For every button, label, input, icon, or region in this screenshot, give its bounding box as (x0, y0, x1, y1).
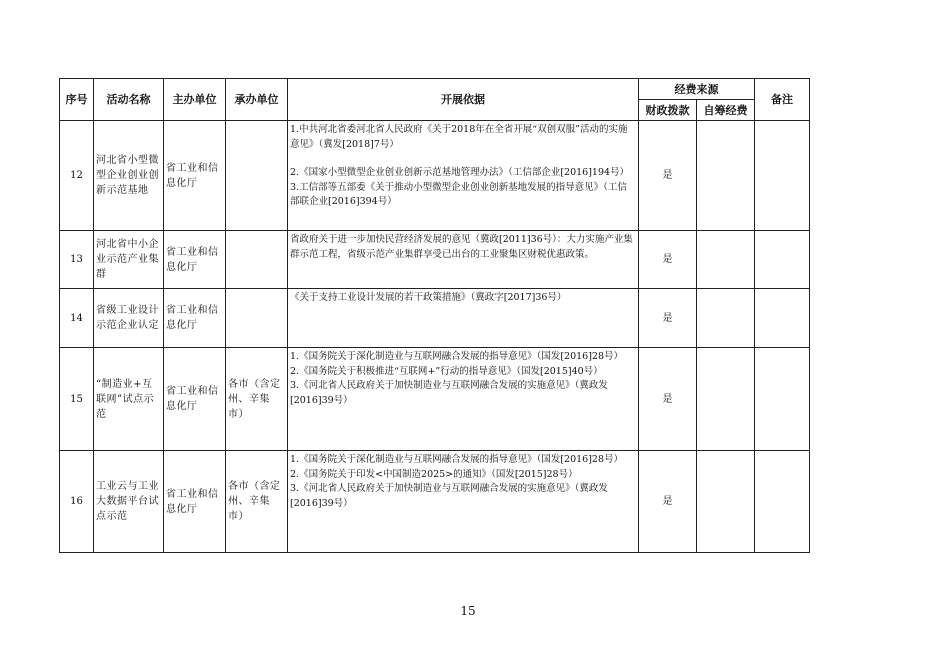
row-seq: 14 (60, 289, 94, 348)
header-seq: 序号 (60, 79, 94, 121)
row-seq: 13 (60, 231, 94, 289)
row-self-raised (697, 231, 755, 289)
row-organizer: 各市（含定州、辛集市） (226, 348, 288, 451)
table-row (60, 451, 810, 553)
row-basis (288, 289, 639, 348)
row-remarks (755, 451, 810, 553)
row-fiscal: 是 (639, 451, 697, 553)
basis-line: 1.《国务院关于深化制造业与互联网融合发展的指导意见》（国发[2016]28号） (290, 454, 623, 465)
row-seq: 12 (60, 121, 94, 231)
basis-line: 《关于支持工业设计发展的若干政策措施》（冀政字[2017]36号） (290, 292, 567, 303)
basis-line: 3.工信部等五部委《关于推动小型微型企业创业创新基地发展的指导意见》（工信部联企业[2016]394号） (290, 181, 627, 208)
row-organizer (226, 289, 288, 348)
table-row (60, 231, 810, 289)
row-fiscal: 是 (639, 348, 697, 451)
row-self-raised (697, 348, 755, 451)
row-fiscal: 是 (639, 121, 697, 231)
row-remarks (755, 289, 810, 348)
row-organizer: 各市（含定州、辛集市） (226, 451, 288, 553)
header-funding: 经费来源 (639, 79, 755, 100)
header-self-raised: 自筹经费 (697, 100, 755, 121)
table-body (60, 121, 810, 553)
basis-line: 2.《国务院关于印发<中国制造2025>的通知》（国发[2015]28号） (290, 468, 578, 480)
header-organizer: 承办单位 (226, 79, 288, 121)
row-seq: 15 (60, 348, 94, 451)
row-seq: 16 (60, 451, 94, 553)
table-row (60, 348, 810, 451)
row-host: 省工业和信息化厅 (164, 348, 226, 451)
row-basis (288, 121, 639, 231)
basis-line: 1.中共河北省委河北省人民政府《关于2018年在全省开展“双创双服”活动的实施意见》（冀发[2018]7号） (290, 124, 628, 150)
row-basis (288, 231, 639, 289)
row-basis (288, 348, 639, 451)
table-row (60, 121, 810, 231)
row-host: 省工业和信息化厅 (164, 121, 226, 231)
basis-line: 2.《国家小型微型企业创业创新示范基地管理办法》（工信部企业[2016]194号） (290, 167, 630, 179)
basis-spacer (290, 152, 636, 166)
basis-line: 3.《河北省人民政府关于加快制造业与互联网融合发展的实施意见》（冀政发[2016]39号） (290, 380, 608, 406)
header-basis: 开展依据 (288, 79, 639, 121)
row-self-raised (697, 289, 755, 348)
row-activity: 工业云与工业大数据平台试点示范 (94, 451, 164, 553)
basis-line: 省政府关于进一步加快民营经济发展的意见（冀政[2011]36号）：大力实施产业集群示范工程，省级示范产业集群享受已出台的工业聚集区财税优惠政策。 (290, 234, 633, 260)
row-host: 省工业和信息化厅 (164, 451, 226, 553)
row-self-raised (697, 451, 755, 553)
row-organizer (226, 231, 288, 289)
basis-line: 1.《国务院关于深化制造业与互联网融合发展的指导意见》（国发[2016]28号） (290, 351, 623, 362)
row-fiscal: 是 (639, 289, 697, 348)
page-number: 15 (460, 604, 476, 618)
basis-line: 2.《国务院关于积极推进“互联网+”行动的指导意见》（国发[2015]40号） (290, 365, 603, 377)
header-host: 主办单位 (164, 79, 226, 121)
header-activity: 活动名称 (94, 79, 164, 121)
header-fiscal: 财政拨款 (639, 100, 697, 121)
row-remarks (755, 348, 810, 451)
row-remarks (755, 231, 810, 289)
row-organizer (226, 121, 288, 231)
activities-table (59, 78, 810, 553)
row-basis (288, 451, 639, 553)
row-fiscal: 是 (639, 231, 697, 289)
row-remarks (755, 121, 810, 231)
row-host: 省工业和信息化厅 (164, 289, 226, 348)
row-self-raised (697, 121, 755, 231)
row-activity: 河北省小型微型企业创业创新示范基地 (94, 121, 164, 231)
row-host: 省工业和信息化厅 (164, 231, 226, 289)
row-activity: 河北省中小企业示范产业集群 (94, 231, 164, 289)
table-row (60, 289, 810, 348)
header-remarks: 备注 (755, 79, 810, 121)
basis-line: 3.《河北省人民政府关于加快制造业与互联网融合发展的实施意见》（冀政发[2016]39号） (290, 483, 608, 509)
row-activity: “制造业+互联网”试点示范 (94, 348, 164, 451)
row-activity: 省级工业设计示范企业认定 (94, 289, 164, 348)
